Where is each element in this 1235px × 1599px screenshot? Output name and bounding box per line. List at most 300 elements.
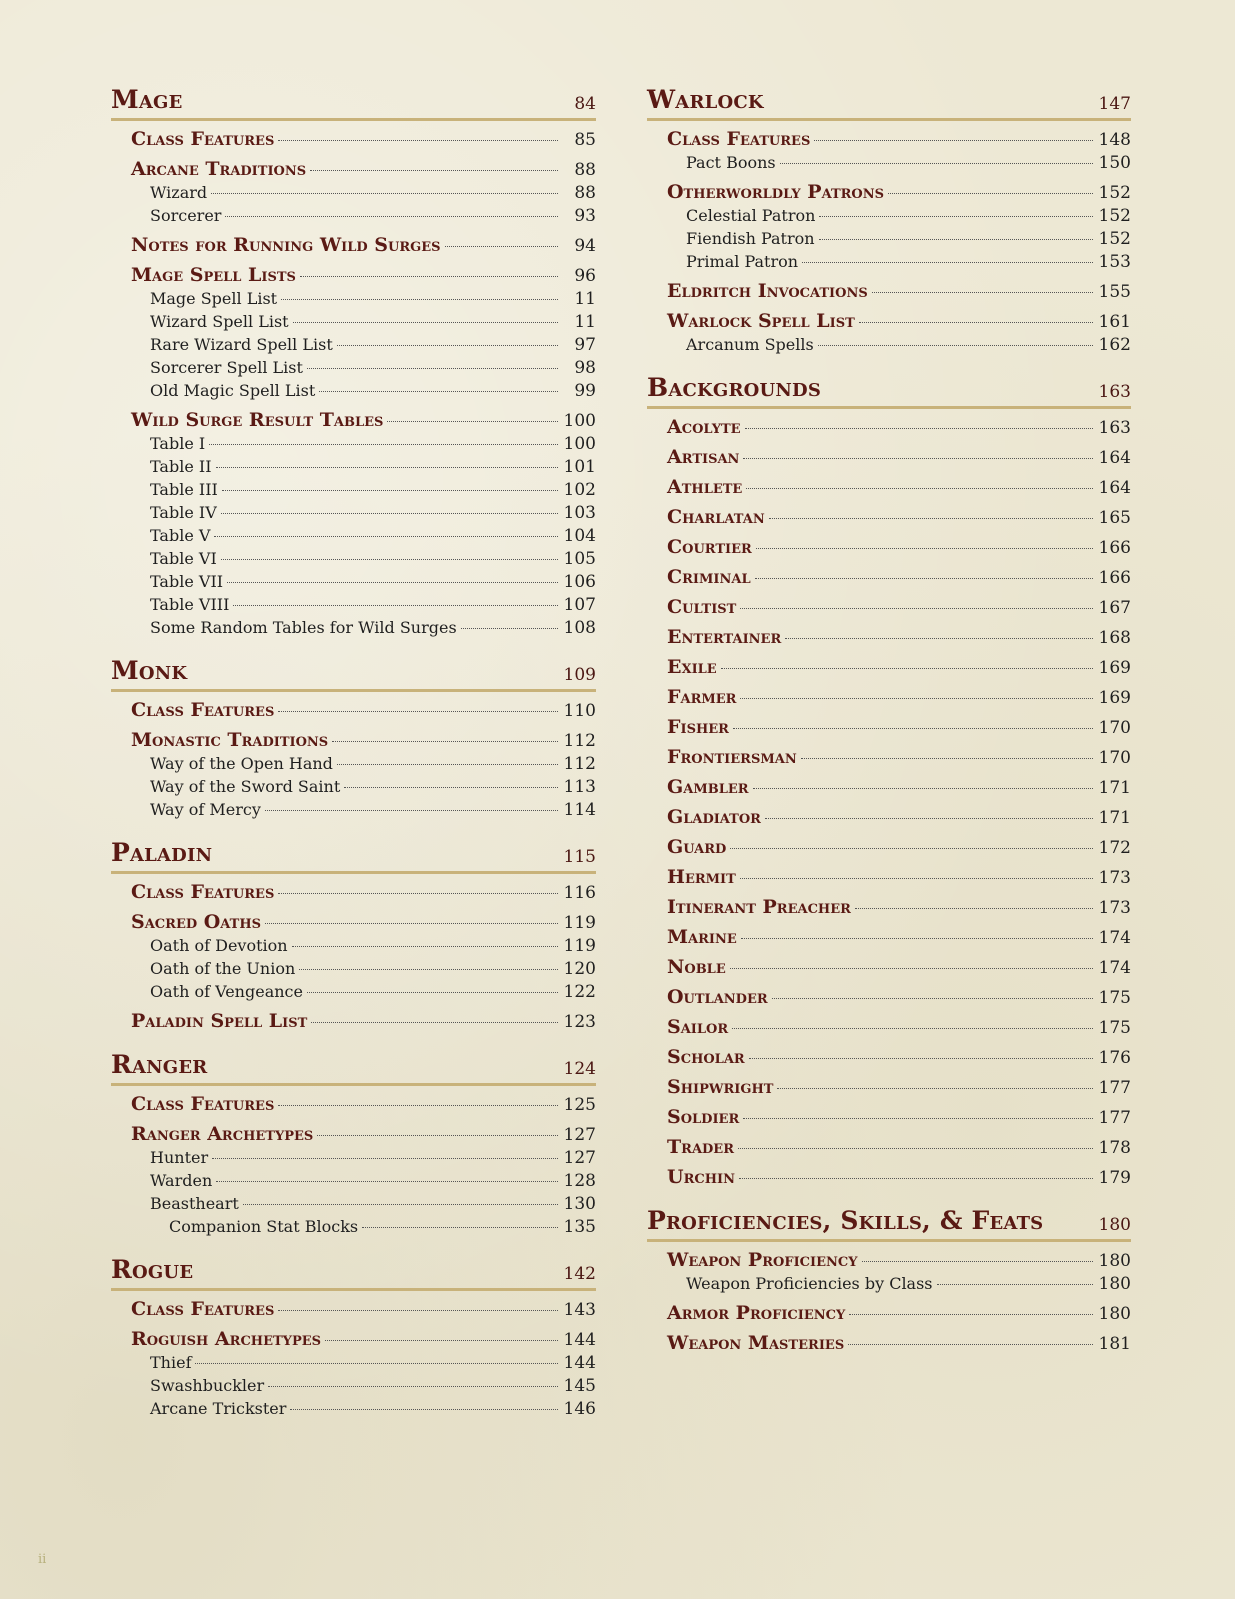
toc-entry[interactable] <box>647 415 1131 439</box>
toc-entry[interactable] <box>647 1015 1131 1039</box>
toc-entry[interactable] <box>647 655 1131 679</box>
entry-page-number: 105 <box>563 549 596 569</box>
section-title: Rogue <box>111 1255 194 1284</box>
entry-page-number: 120 <box>563 959 596 979</box>
entry-title: Eldritch Invocations <box>667 280 868 302</box>
toc-entry[interactable] <box>647 685 1131 709</box>
toc-entry[interactable] <box>111 570 596 593</box>
entry-page-number: 102 <box>563 480 596 500</box>
toc-entry[interactable] <box>111 1397 596 1420</box>
toc-entry[interactable] <box>111 1351 596 1374</box>
dot-leader <box>749 1058 1093 1059</box>
toc-entry[interactable] <box>111 356 596 379</box>
dot-leader <box>859 322 1093 323</box>
entry-page-number: 148 <box>1098 130 1131 150</box>
dot-leader <box>937 1284 1093 1285</box>
toc-right-column <box>647 76 1131 1355</box>
entry-page-number: 180 <box>1098 1251 1131 1271</box>
dot-leader <box>740 608 1092 609</box>
entry-page-number: 88 <box>574 183 596 203</box>
section-page-number: 124 <box>563 1059 596 1079</box>
toc-entry[interactable] <box>111 593 596 616</box>
entry-title: Way of Mercy <box>150 800 261 819</box>
entry-title: Shipwright <box>667 1076 774 1098</box>
entry-page-number: 179 <box>1098 1168 1131 1188</box>
toc-entry[interactable] <box>111 957 596 980</box>
section-page-number: 180 <box>1098 1215 1131 1235</box>
toc-section-rogue[interactable] <box>111 1246 596 1291</box>
dot-leader <box>848 1344 1092 1345</box>
dot-leader <box>243 1204 558 1205</box>
entry-page-number: 113 <box>563 777 596 797</box>
toc-entry[interactable] <box>111 980 596 1003</box>
dot-leader <box>278 1105 557 1106</box>
dot-leader <box>755 578 1093 579</box>
entry-page-number: 127 <box>563 1125 596 1145</box>
entry-page-number: 110 <box>563 701 596 721</box>
entry-page-number: 114 <box>563 800 596 820</box>
entry-page-number: 174 <box>1098 928 1131 948</box>
entry-page-number: 163 <box>1098 418 1131 438</box>
toc-entry[interactable] <box>647 745 1131 769</box>
entry-title: Weapon Proficiency <box>667 1249 858 1271</box>
entry-title: Some Random Tables for Wild Surges <box>150 618 457 637</box>
dot-leader <box>325 1340 558 1341</box>
toc-entry[interactable] <box>111 432 596 455</box>
toc-entry[interactable] <box>111 1092 596 1116</box>
entry-title: Otherworldly Patrons <box>667 181 885 203</box>
dot-leader <box>387 421 557 422</box>
dot-leader <box>738 1148 1093 1149</box>
toc-entry[interactable] <box>111 880 596 904</box>
toc-entry[interactable] <box>647 151 1131 174</box>
entry-page-number: 94 <box>574 236 596 256</box>
entry-title: Table III <box>150 480 218 499</box>
dot-leader <box>746 488 1092 489</box>
dot-leader <box>730 848 1092 849</box>
toc-entry[interactable] <box>647 475 1131 499</box>
toc-entry[interactable] <box>111 547 596 570</box>
toc-entry[interactable] <box>647 227 1131 250</box>
entry-title: Acolyte <box>667 416 741 438</box>
dot-leader <box>211 193 558 194</box>
entry-title: Hermit <box>667 866 736 888</box>
dot-leader <box>278 140 558 141</box>
entry-page-number: 175 <box>1098 988 1131 1008</box>
entry-title: Sailor <box>667 1016 729 1038</box>
toc-entry[interactable] <box>647 925 1131 949</box>
entry-title: Arcanum Spells <box>686 335 814 354</box>
entry-page-number: 152 <box>1098 183 1131 203</box>
dot-leader <box>872 292 1093 293</box>
dot-leader <box>745 428 1093 429</box>
entry-page-number: 166 <box>1098 538 1131 558</box>
dot-leader <box>307 368 558 369</box>
entry-title: Table VIII <box>150 595 230 614</box>
toc-entry[interactable] <box>647 775 1131 799</box>
entry-title: Way of the Open Hand <box>150 754 333 773</box>
entry-page-number: 175 <box>1098 1018 1131 1038</box>
entry-page-number: 150 <box>1098 153 1131 173</box>
entry-title: Primal Patron <box>686 252 799 271</box>
entry-title: Table VI <box>150 549 217 568</box>
entry-title: Thief <box>150 1353 192 1372</box>
dot-leader <box>209 444 557 445</box>
entry-title: Charlatan <box>667 506 765 528</box>
entry-page-number: 93 <box>574 206 596 226</box>
entry-page-number: 100 <box>563 411 596 431</box>
toc-entry[interactable] <box>111 616 596 639</box>
section-title: Ranger <box>111 1050 208 1079</box>
toc-entry[interactable] <box>647 835 1131 859</box>
dot-leader <box>818 345 1093 346</box>
dot-leader <box>300 276 558 277</box>
toc-entry[interactable] <box>111 910 596 934</box>
entry-title: Roguish Archetypes <box>131 1328 322 1350</box>
dot-leader <box>225 216 558 217</box>
toc-entry[interactable] <box>111 728 596 752</box>
toc-entry[interactable] <box>111 798 596 821</box>
dot-leader <box>221 559 558 560</box>
entry-page-number: 177 <box>1098 1108 1131 1128</box>
entry-title: Frontiersman <box>667 746 797 768</box>
entry-title: Ranger Archetypes <box>131 1123 314 1145</box>
entry-title: Exile <box>667 656 717 678</box>
toc-entry[interactable] <box>111 157 596 181</box>
toc-entry[interactable] <box>111 233 596 257</box>
toc-entry[interactable] <box>647 985 1131 1009</box>
toc-entry[interactable] <box>647 895 1131 919</box>
entry-page-number: 162 <box>1098 335 1131 355</box>
dot-leader <box>292 946 558 947</box>
entry-title: Outlander <box>667 986 768 1008</box>
entry-page-number: 164 <box>1098 448 1131 468</box>
section-page-number: 147 <box>1098 94 1131 114</box>
entry-page-number: 170 <box>1098 748 1131 768</box>
toc-entry[interactable] <box>111 1009 596 1033</box>
toc-entry[interactable] <box>647 1301 1131 1325</box>
entry-page-number: 169 <box>1098 658 1131 678</box>
toc-entry[interactable] <box>111 934 596 957</box>
entry-title: Artisan <box>667 446 740 468</box>
toc-entry[interactable] <box>647 1075 1131 1099</box>
dot-leader <box>819 239 1093 240</box>
toc-entry[interactable] <box>111 1374 596 1397</box>
toc-entry[interactable] <box>647 625 1131 649</box>
entry-title: Class Features <box>131 699 275 721</box>
toc-entry[interactable] <box>111 181 596 204</box>
entry-title: Arcane Traditions <box>131 158 307 180</box>
toc-section-mage[interactable] <box>111 76 596 121</box>
toc-entry[interactable] <box>647 805 1131 829</box>
entry-title: Beastheart <box>150 1194 239 1213</box>
section-title: Proficiencies, Skills, & Feats <box>647 1206 1044 1235</box>
toc-entry[interactable] <box>647 1272 1131 1295</box>
toc-section-monk[interactable] <box>111 647 596 692</box>
dot-leader <box>216 1181 557 1182</box>
entry-title: Oath of Vengeance <box>150 982 303 1001</box>
entry-title: Class Features <box>131 128 275 150</box>
entry-title: Urchin <box>667 1166 735 1188</box>
dot-leader <box>265 810 558 811</box>
entry-page-number: 103 <box>563 503 596 523</box>
toc-entry[interactable] <box>111 287 596 310</box>
entry-title: Weapon Masteries <box>667 1332 845 1354</box>
toc-entry[interactable] <box>111 775 596 798</box>
section-title: Backgrounds <box>647 373 822 402</box>
entry-title: Fisher <box>667 716 729 738</box>
entry-title: Old Magic Spell List <box>150 381 316 400</box>
entry-page-number: 144 <box>563 1330 596 1350</box>
dot-leader <box>801 758 1093 759</box>
section-title: Monk <box>111 656 188 685</box>
entry-title: Cultist <box>667 596 737 618</box>
entry-page-number: 108 <box>563 618 596 638</box>
toc-entry[interactable] <box>647 127 1131 151</box>
entry-title: Monastic Traditions <box>131 729 329 751</box>
dot-leader <box>233 605 557 606</box>
dot-leader <box>281 299 558 300</box>
entry-page-number: 168 <box>1098 628 1131 648</box>
entry-title: Mage Spell Lists <box>131 264 296 286</box>
entry-title: Hunter <box>150 1148 209 1167</box>
toc-entry[interactable] <box>647 309 1131 333</box>
toc-entry[interactable] <box>111 478 596 501</box>
entry-page-number: 181 <box>1098 1334 1131 1354</box>
toc-entry[interactable] <box>647 1165 1131 1189</box>
entry-page-number: 143 <box>563 1300 596 1320</box>
toc-entry[interactable] <box>647 333 1131 356</box>
dot-leader <box>311 1022 557 1023</box>
dot-leader <box>743 458 1092 459</box>
toc-entry[interactable] <box>111 263 596 287</box>
toc-entry[interactable] <box>647 1045 1131 1069</box>
dot-leader <box>445 246 558 247</box>
entry-page-number: 116 <box>563 883 596 903</box>
toc-entry[interactable] <box>647 279 1131 303</box>
entry-title: Marine <box>667 926 737 948</box>
toc-entry[interactable] <box>647 715 1131 739</box>
section-page-number: 84 <box>574 94 596 114</box>
dot-leader <box>732 1028 1092 1029</box>
dot-leader <box>293 322 558 323</box>
entry-page-number: 11 <box>574 289 596 309</box>
entry-title: Class Features <box>131 881 275 903</box>
dot-leader <box>265 923 558 924</box>
toc-entry[interactable] <box>647 445 1131 469</box>
entry-title: Sorcerer <box>150 206 222 225</box>
dot-leader <box>310 170 558 171</box>
entry-title: Courtier <box>667 536 752 558</box>
entry-page-number: 135 <box>563 1217 596 1237</box>
toc-entry[interactable] <box>111 333 596 356</box>
entry-page-number: 164 <box>1098 478 1131 498</box>
toc-entry[interactable] <box>647 505 1131 529</box>
entry-title: Soldier <box>667 1106 740 1128</box>
entry-title: Arcane Trickster <box>150 1399 287 1418</box>
toc-section-ranger[interactable] <box>111 1041 596 1086</box>
entry-page-number: 177 <box>1098 1078 1131 1098</box>
entry-title: Sacred Oaths <box>131 911 262 933</box>
dot-leader <box>849 1314 1092 1315</box>
dot-leader <box>730 968 1093 969</box>
section-title: Paladin <box>111 838 213 867</box>
dot-leader <box>733 728 1093 729</box>
entry-page-number: 100 <box>563 434 596 454</box>
dot-leader <box>740 878 1093 879</box>
dot-leader <box>221 513 558 514</box>
toc-entry[interactable] <box>111 204 596 227</box>
toc-entry[interactable] <box>647 1331 1131 1355</box>
toc-entry[interactable] <box>647 204 1131 227</box>
entry-page-number: 178 <box>1098 1138 1131 1158</box>
dot-leader <box>862 1261 1093 1262</box>
dot-leader <box>721 668 1093 669</box>
entry-page-number: 167 <box>1098 598 1131 618</box>
entry-title: Oath of the Union <box>150 959 296 978</box>
toc-entry[interactable] <box>111 408 596 432</box>
entry-page-number: 99 <box>574 381 596 401</box>
toc-entry[interactable] <box>111 1122 596 1146</box>
entry-page-number: 106 <box>563 572 596 592</box>
toc-left-column <box>111 76 596 1420</box>
toc-entry[interactable] <box>647 535 1131 559</box>
dot-leader <box>195 1363 557 1364</box>
entry-title: Fiendish Patron <box>686 229 815 248</box>
toc-entry[interactable] <box>647 955 1131 979</box>
entry-page-number: 112 <box>563 731 596 751</box>
toc-entry[interactable] <box>647 1135 1131 1159</box>
entry-title: Mage Spell List <box>150 289 278 308</box>
toc-section-backgrounds[interactable] <box>647 364 1131 409</box>
entry-page-number: 125 <box>563 1095 596 1115</box>
entry-title: Swashbuckler <box>150 1376 265 1395</box>
toc-entry[interactable] <box>111 1146 596 1169</box>
entry-title: Table I <box>150 434 206 453</box>
entry-title: Warlock Spell List <box>667 310 855 332</box>
toc-entry[interactable] <box>111 455 596 478</box>
entry-page-number: 161 <box>1098 312 1131 332</box>
entry-title: Oath of Devotion <box>150 936 288 955</box>
entry-page-number: 170 <box>1098 718 1131 738</box>
dot-leader <box>819 216 1092 217</box>
toc-entry[interactable] <box>647 1248 1131 1272</box>
entry-page-number: 153 <box>1098 252 1131 272</box>
entry-title: Paladin Spell List <box>131 1010 308 1032</box>
dot-leader <box>743 1118 1092 1119</box>
dot-leader <box>780 163 1093 164</box>
entry-title: Athlete <box>667 476 743 498</box>
toc-entry[interactable] <box>111 1327 596 1351</box>
toc-entry[interactable] <box>111 1215 596 1238</box>
dot-leader <box>337 764 558 765</box>
entry-page-number: 88 <box>574 160 596 180</box>
entry-title: Farmer <box>667 686 737 708</box>
toc-entry[interactable] <box>647 180 1131 204</box>
toc-entry[interactable] <box>647 865 1131 889</box>
entry-page-number: 180 <box>1098 1274 1131 1294</box>
section-page-number: 115 <box>563 847 596 867</box>
entry-title: Itinerant Preacher <box>667 896 851 918</box>
entry-page-number: 165 <box>1098 508 1131 528</box>
entry-title: Wizard Spell List <box>150 312 289 331</box>
dot-leader <box>888 193 1093 194</box>
entry-page-number: 96 <box>574 266 596 286</box>
dot-leader <box>278 1310 557 1311</box>
entry-title: Gambler <box>667 776 749 798</box>
entry-title: Gladiator <box>667 806 761 828</box>
entry-page-number: 97 <box>574 335 596 355</box>
dot-leader <box>268 1386 557 1387</box>
entry-title: Class Features <box>131 1298 275 1320</box>
entry-title: Wild Surge Result Tables <box>131 409 384 431</box>
toc-entry[interactable] <box>111 1192 596 1215</box>
toc-entry[interactable] <box>647 250 1131 273</box>
toc-section-warlock[interactable] <box>647 76 1131 121</box>
toc-entry[interactable] <box>111 524 596 547</box>
entry-page-number: 107 <box>563 595 596 615</box>
entry-title: Scholar <box>667 1046 745 1068</box>
entry-page-number: 104 <box>563 526 596 546</box>
dot-leader <box>756 548 1093 549</box>
toc-entry[interactable] <box>111 501 596 524</box>
toc-entry[interactable] <box>111 698 596 722</box>
entry-page-number: 171 <box>1098 778 1131 798</box>
dot-leader <box>772 998 1093 999</box>
toc-entry[interactable] <box>647 1105 1131 1129</box>
toc-entry[interactable] <box>111 310 596 333</box>
toc-entry[interactable] <box>111 752 596 775</box>
entry-title: Entertainer <box>667 626 782 648</box>
entry-page-number: 152 <box>1098 229 1131 249</box>
entry-title: Table IV <box>150 503 217 522</box>
toc-entry[interactable] <box>111 127 596 151</box>
entry-page-number: 176 <box>1098 1048 1131 1068</box>
toc-section-proficiencies-skills-feats[interactable] <box>647 1197 1131 1242</box>
toc-entry[interactable] <box>647 595 1131 619</box>
section-page-number: 142 <box>563 1264 596 1284</box>
entry-page-number: 152 <box>1098 206 1131 226</box>
dot-leader <box>855 908 1093 909</box>
dot-leader <box>307 992 558 993</box>
dot-leader <box>212 1158 557 1159</box>
dot-leader <box>344 787 557 788</box>
entry-page-number: 85 <box>574 130 596 150</box>
dot-leader <box>332 741 557 742</box>
dot-leader <box>362 1227 557 1228</box>
dot-leader <box>319 391 558 392</box>
dot-leader <box>227 582 557 583</box>
entry-page-number: 122 <box>563 982 596 1002</box>
dot-leader <box>777 1088 1092 1089</box>
entry-page-number: 123 <box>563 1012 596 1032</box>
entry-page-number: 130 <box>563 1194 596 1214</box>
entry-title: Warden <box>150 1171 213 1190</box>
toc-section-paladin[interactable] <box>111 829 596 874</box>
entry-page-number: 146 <box>563 1399 596 1419</box>
section-page-number: 163 <box>1098 382 1131 402</box>
dot-leader <box>278 893 557 894</box>
dot-leader <box>222 490 558 491</box>
dot-leader <box>753 788 1093 789</box>
entry-page-number: 169 <box>1098 688 1131 708</box>
toc-entry[interactable] <box>111 1297 596 1321</box>
entry-title: Trader <box>667 1136 735 1158</box>
dot-leader <box>461 628 558 629</box>
toc-entry[interactable] <box>647 565 1131 589</box>
toc-entry[interactable] <box>111 379 596 402</box>
toc-entry[interactable] <box>111 1169 596 1192</box>
